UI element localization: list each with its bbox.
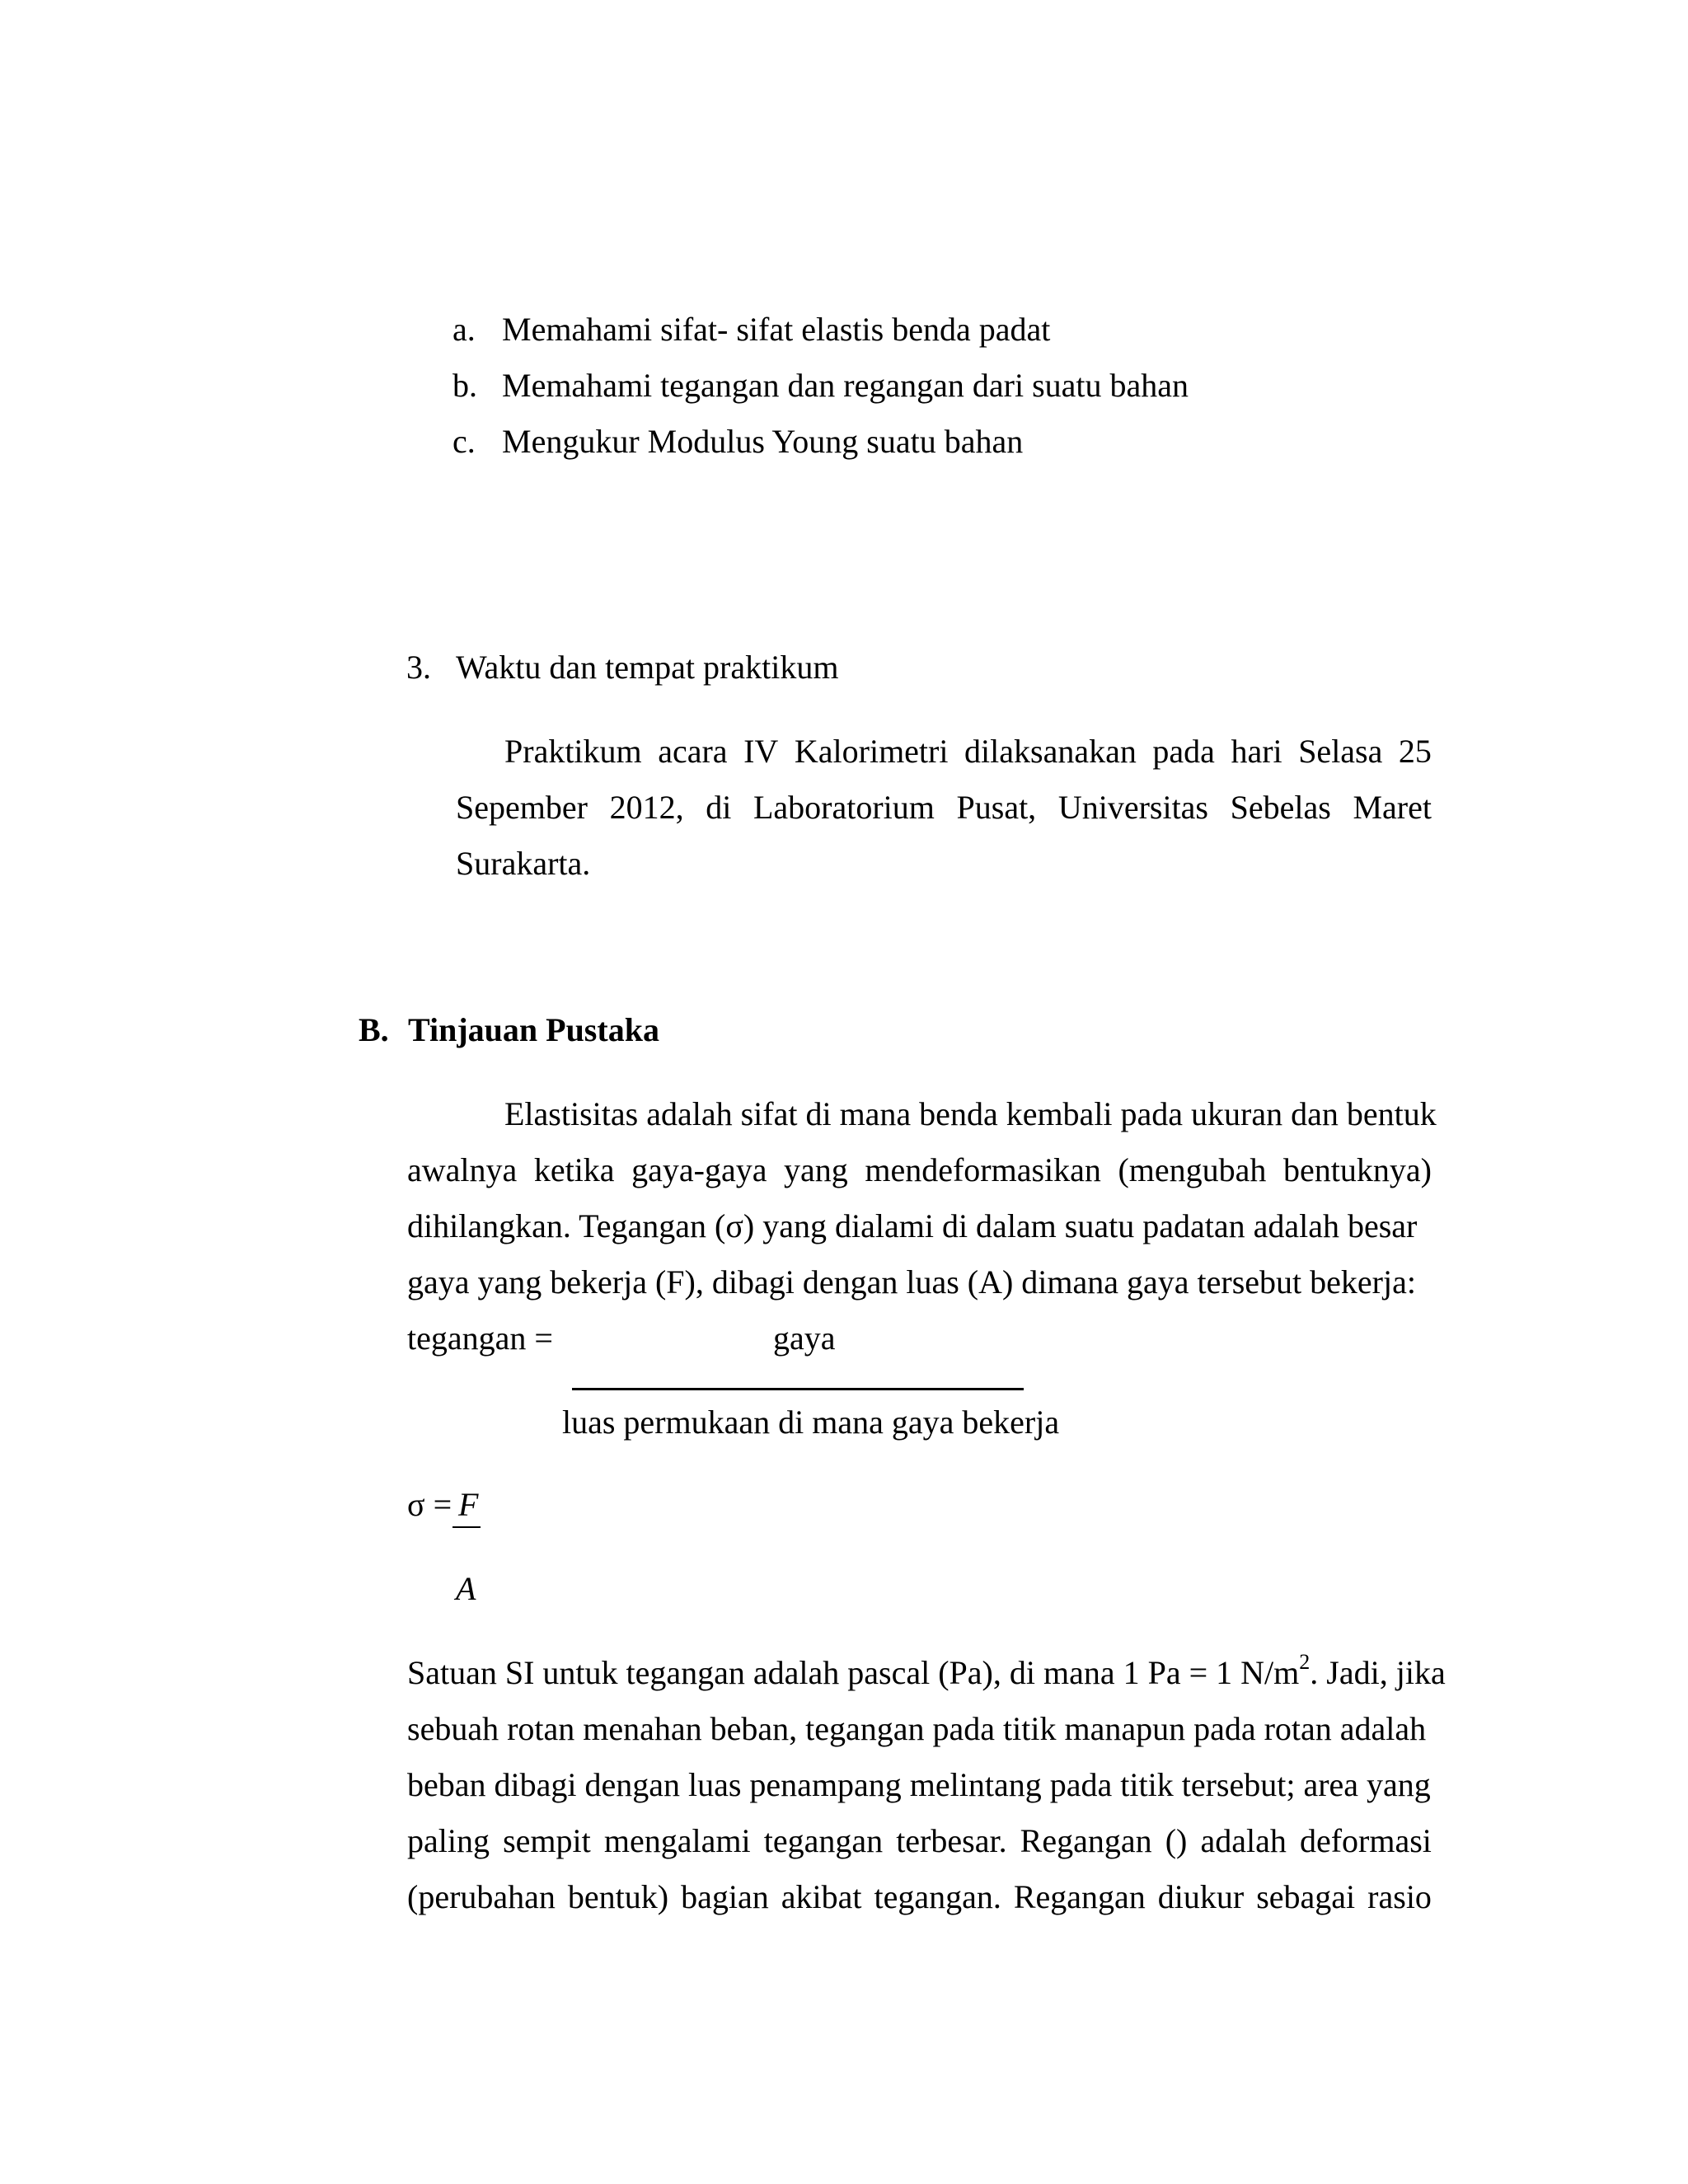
paragraph-line: gaya yang bekerja (F), dibagi dengan luas (A) dimana gaya tersebut bekerja: xyxy=(407,1263,1416,1301)
section-title: Waktu dan tempat praktikum xyxy=(456,649,839,686)
word: Regangan xyxy=(1020,1822,1152,1859)
word: (perubahan xyxy=(407,1878,556,1915)
word: akibat xyxy=(781,1878,862,1915)
word: () xyxy=(1165,1822,1188,1859)
word: paling xyxy=(407,1822,490,1859)
word: IV xyxy=(743,733,779,770)
word: Laboratorium xyxy=(753,789,935,826)
formula-numerator: F xyxy=(458,1486,479,1523)
paragraph-line: dihilangkan. Tegangan (σ) yang dialami di dalam suatu padatan adalah besar xyxy=(407,1207,1418,1244)
list-item-text: Memahami sifat- sifat elastis benda padat xyxy=(502,311,1051,348)
fraction-bar xyxy=(572,1388,1024,1390)
word: gaya-gaya xyxy=(631,1151,767,1188)
word: sebagai xyxy=(1256,1878,1356,1915)
list-item-text: Mengukur Modulus Young suatu bahan xyxy=(502,423,1024,460)
word: Maret xyxy=(1353,789,1432,826)
formula-lhs: σ = xyxy=(407,1486,452,1523)
word: (mengubah xyxy=(1118,1151,1267,1188)
word: Sepember xyxy=(456,789,588,826)
word: sempit xyxy=(503,1822,591,1859)
paragraph-line: sebuah rotan menahan beban, tegangan pada titik manapun pada rotan adalah xyxy=(407,1710,1427,1747)
formula-label: tegangan = xyxy=(407,1319,553,1357)
list-marker: b. xyxy=(452,367,477,404)
text-run: . Jadi, jika xyxy=(1310,1654,1446,1691)
paragraph-line xyxy=(407,1649,1446,1691)
word: Universitas xyxy=(1057,789,1208,826)
word: Selasa xyxy=(1298,733,1383,770)
word: Pusat, xyxy=(956,789,1037,826)
word: Praktikum xyxy=(504,733,642,770)
word: pada xyxy=(1152,733,1215,770)
word: 2012, xyxy=(609,789,684,826)
paragraph-line: Elastisitas adalah sifat di mana benda kembali pada ukuran dan bentuk xyxy=(504,1095,1437,1132)
word: tegangan. xyxy=(874,1878,1001,1915)
word: awalnya xyxy=(407,1151,518,1188)
word: 25 xyxy=(1398,733,1432,770)
word: diukur xyxy=(1157,1878,1245,1915)
word: di xyxy=(706,789,732,826)
section-heading: Tinjauan Pustaka xyxy=(408,1011,659,1048)
paragraph-line xyxy=(407,1878,1432,1915)
word: mendeformasikan xyxy=(865,1151,1101,1188)
paragraph-line xyxy=(407,1151,1432,1188)
word: ketika xyxy=(533,1151,615,1188)
paragraph-line: Surakarta. xyxy=(456,845,591,882)
word: bentuk) xyxy=(567,1878,669,1915)
fraction-bar xyxy=(452,1526,481,1528)
section-number: 3. xyxy=(406,649,431,686)
word: yang xyxy=(784,1151,848,1188)
section-marker: B. xyxy=(359,1011,389,1048)
superscript: 2 xyxy=(1299,1649,1311,1674)
word: rasio xyxy=(1367,1878,1432,1915)
word: dilaksanakan xyxy=(964,733,1137,770)
word: tegangan xyxy=(763,1822,884,1859)
word: mengalami xyxy=(603,1822,751,1859)
word: bagian xyxy=(681,1878,769,1915)
word: hari xyxy=(1231,733,1282,770)
word: adalah xyxy=(1200,1822,1287,1859)
list-item-text: Memahami tegangan dan regangan dari suatu bahan xyxy=(502,367,1189,404)
word: acara xyxy=(658,733,728,770)
word: deformasi xyxy=(1299,1822,1432,1859)
formula-numerator: gaya xyxy=(773,1319,836,1357)
paragraph-line xyxy=(504,735,1432,768)
word: Regangan xyxy=(1013,1878,1146,1915)
paragraph-line: beban dibagi dengan luas penampang melintang pada titik tersebut; area yang xyxy=(407,1766,1431,1803)
word: Sebelas xyxy=(1230,789,1331,826)
text-run: Satuan SI untuk tegangan adalah pascal (Pa), di mana 1 Pa = 1 N/m xyxy=(407,1654,1300,1691)
formula-denominator: A xyxy=(456,1570,476,1607)
paragraph-line xyxy=(456,791,1432,824)
word: Kalorimetri xyxy=(794,733,949,770)
formula-denominator: luas permukaan di mana gaya bekerja xyxy=(562,1404,1060,1441)
list-marker: c. xyxy=(452,423,476,460)
word: terbesar. xyxy=(896,1822,1007,1859)
word: bentuknya) xyxy=(1283,1151,1432,1188)
list-marker: a. xyxy=(452,311,476,348)
paragraph-line xyxy=(407,1822,1432,1859)
